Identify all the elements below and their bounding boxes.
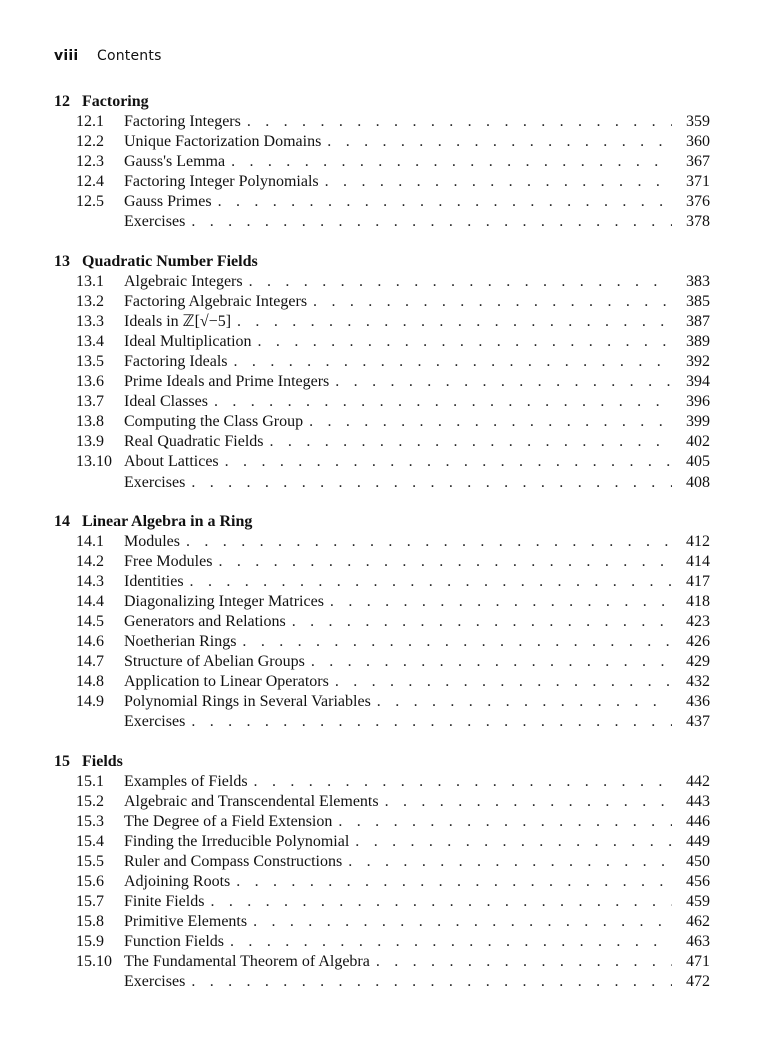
section-number: 15.5 — [76, 852, 104, 870]
toc-entry[interactable] — [54, 932, 710, 952]
chapter-13 — [54, 252, 710, 493]
section-title: Algebraic and Transcendental Elements — [124, 792, 379, 810]
page-number: 462 — [686, 913, 710, 931]
dot-leader — [218, 192, 672, 212]
section-title: Factoring Integer Polynomials — [124, 173, 319, 191]
section-title: Ideal Multiplication — [124, 332, 252, 350]
toc-entry[interactable] — [54, 612, 710, 632]
page-number: 385 — [686, 292, 710, 310]
chapter-number: 13 — [54, 252, 70, 270]
section-title: Exercises — [124, 473, 186, 491]
toc-entry[interactable] — [54, 452, 710, 472]
dot-leader — [249, 272, 672, 292]
page-number: 394 — [686, 373, 710, 391]
page-number: 471 — [686, 953, 710, 971]
section-title: Polynomial Rings in Several Variables — [124, 693, 371, 711]
page-number: 367 — [686, 153, 710, 171]
page-number: 408 — [686, 473, 710, 491]
dot-leader — [355, 832, 672, 852]
section-title: Unique Factorization Domains — [124, 133, 322, 151]
section-title: Prime Ideals and Prime Integers — [124, 373, 330, 391]
section-number: 12.4 — [76, 173, 104, 191]
header-title: Contents — [96, 48, 162, 64]
dot-leader — [191, 473, 672, 493]
section-title: Adjoining Roots — [124, 873, 231, 890]
page-number: 432 — [686, 673, 710, 691]
toc-entry[interactable] — [54, 192, 710, 212]
section-number: 14.2 — [76, 552, 104, 570]
page-number: 389 — [686, 332, 710, 350]
page-number: 442 — [686, 772, 710, 790]
dot-leader — [335, 372, 672, 392]
page-number: 399 — [686, 413, 710, 431]
chapter-heading — [54, 92, 710, 112]
dot-leader — [230, 932, 672, 952]
section-number: 13.9 — [76, 433, 104, 451]
section-title: The Fundamental Theorem of Algebra — [124, 953, 370, 971]
section-title: The Degree of a Field Extension — [124, 812, 333, 830]
section-title: Ideals in ℤ[√−5] — [124, 312, 232, 330]
section-number: 14.1 — [76, 532, 104, 550]
section-number: 15.9 — [76, 933, 104, 951]
chapter-12 — [54, 92, 710, 233]
toc-entry[interactable] — [54, 532, 710, 552]
toc-entry[interactable] — [54, 592, 710, 612]
toc-entry[interactable] — [54, 312, 710, 332]
dot-leader — [191, 712, 672, 732]
section-number: 13.8 — [76, 413, 104, 431]
dot-leader — [225, 452, 672, 472]
chapter-heading — [54, 252, 710, 272]
dot-leader — [214, 392, 672, 412]
toc-entry[interactable] — [54, 832, 710, 852]
dot-leader — [191, 212, 672, 232]
page-number: 436 — [686, 693, 710, 711]
section-title: Exercises — [124, 713, 186, 731]
section-title: Factoring Integers — [124, 113, 241, 130]
section-number: 13.5 — [76, 352, 104, 370]
chapter-14 — [54, 512, 710, 733]
table-of-contents — [54, 92, 710, 1012]
section-number: 13.7 — [76, 393, 104, 411]
page-number: 378 — [686, 213, 710, 231]
section-title: Diagonalizing Integer Matrices — [124, 592, 324, 610]
section-number: 14.8 — [76, 673, 104, 691]
toc-entry[interactable] — [54, 272, 710, 292]
dot-leader — [338, 812, 672, 832]
toc-entry[interactable] — [54, 392, 710, 412]
page-number: 387 — [686, 312, 710, 330]
section-number: 13.2 — [76, 292, 104, 310]
toc-entry[interactable] — [54, 852, 710, 872]
page-number: 472 — [686, 973, 710, 991]
section-number: 15.7 — [76, 893, 104, 911]
page-number: 459 — [686, 893, 710, 911]
page-number: 417 — [686, 572, 710, 590]
section-title: Examples of Fields — [124, 772, 248, 790]
dot-leader — [186, 532, 672, 552]
section-number: 14.4 — [76, 592, 104, 610]
page-number: 443 — [686, 792, 710, 810]
dot-leader — [313, 292, 672, 312]
section-title: Function Fields — [124, 933, 225, 951]
dot-leader — [377, 692, 672, 712]
chapter-heading — [54, 512, 710, 532]
section-title: About Lattices — [124, 453, 219, 471]
dot-leader — [335, 672, 672, 692]
section-number: 15.6 — [76, 873, 104, 890]
dot-leader — [258, 332, 672, 352]
dot-leader — [348, 852, 672, 872]
section-number: 15.4 — [76, 832, 104, 850]
toc-entry[interactable] — [54, 152, 710, 172]
toc-entry-exercises[interactable] — [54, 212, 710, 232]
toc-entry[interactable] — [54, 172, 710, 192]
toc-entry[interactable] — [54, 692, 710, 712]
section-number: 15.1 — [76, 772, 104, 790]
page-number: 463 — [686, 933, 710, 951]
chapter-number: 12 — [54, 93, 70, 110]
chapter-15 — [54, 752, 710, 993]
dot-leader — [325, 172, 672, 192]
section-number: 14.9 — [76, 693, 104, 711]
page-number: 359 — [686, 113, 710, 130]
section-number: 13.4 — [76, 332, 104, 350]
page-number: 405 — [686, 453, 710, 471]
dot-leader — [191, 972, 672, 992]
page-number: 371 — [686, 173, 710, 191]
dot-leader — [311, 652, 672, 672]
dot-leader — [234, 352, 672, 372]
section-number: 14.6 — [76, 633, 104, 651]
page-number: 383 — [686, 272, 710, 290]
section-title: Identities — [124, 572, 184, 590]
section-title: Ideal Classes — [124, 393, 208, 411]
dot-leader — [236, 872, 672, 892]
toc-entry[interactable] — [54, 952, 710, 972]
toc-entry[interactable] — [54, 352, 710, 372]
dot-leader — [242, 632, 672, 652]
toc-entry[interactable] — [54, 652, 710, 672]
section-title: Finding the Irreducible Polynomial — [124, 832, 350, 850]
section-number: 13.10 — [76, 453, 112, 471]
page-number: 429 — [686, 653, 710, 671]
section-title: Generators and Relations — [124, 612, 286, 630]
toc-entry[interactable] — [54, 892, 710, 912]
toc-entry[interactable] — [54, 412, 710, 432]
chapter-heading — [54, 752, 710, 772]
dot-leader — [231, 152, 672, 172]
chapter-number: 14 — [54, 512, 70, 530]
dot-leader — [309, 412, 672, 432]
toc-entry[interactable] — [54, 432, 710, 452]
page-number: 360 — [686, 133, 710, 151]
section-title: Real Quadratic Fields — [124, 433, 264, 451]
running-header — [54, 48, 162, 64]
chapter-title: Linear Algebra in a Ring — [82, 512, 253, 530]
dot-leader — [270, 432, 672, 452]
toc-entry[interactable] — [54, 552, 710, 572]
toc-entry[interactable] — [54, 812, 710, 832]
page-number: 396 — [686, 393, 710, 411]
toc-entry[interactable] — [54, 132, 710, 152]
toc-entry[interactable] — [54, 332, 710, 352]
section-title: Gauss's Lemma — [124, 153, 226, 171]
chapter-title: Quadratic Number Fields — [82, 252, 258, 270]
section-number: 15.2 — [76, 792, 104, 810]
section-title: Factoring Algebraic Integers — [124, 292, 308, 310]
section-title: Ruler and Compass Constructions — [124, 852, 343, 870]
section-title: Free Modules — [124, 552, 213, 570]
dot-leader — [218, 552, 672, 572]
page-number: 456 — [686, 873, 710, 890]
page-number: 418 — [686, 592, 710, 610]
chapter-number: 15 — [54, 752, 70, 770]
section-title: Factoring Ideals — [124, 352, 228, 370]
page-number: 437 — [686, 713, 710, 731]
toc-entry[interactable] — [54, 572, 710, 592]
dot-leader — [385, 792, 672, 812]
page-number: 414 — [686, 552, 710, 570]
section-title: Primitive Elements — [124, 913, 248, 931]
dot-leader — [254, 772, 672, 792]
section-title: Finite Fields — [124, 893, 205, 911]
dot-leader — [237, 312, 672, 332]
section-title: Gauss Primes — [124, 193, 212, 211]
chapter-title: Fields — [82, 752, 123, 770]
section-title: Computing the Class Group — [124, 413, 304, 431]
section-number: 12.1 — [76, 113, 104, 130]
section-number: 13.3 — [76, 312, 104, 330]
page-number: 392 — [686, 352, 710, 370]
toc-entry-exercises[interactable] — [54, 712, 710, 732]
chapter-title: Factoring — [82, 93, 149, 110]
page-number: 423 — [686, 612, 710, 630]
section-number: 14.5 — [76, 612, 104, 630]
page-number: 402 — [686, 433, 710, 451]
dot-leader — [190, 572, 672, 592]
section-number: 12.2 — [76, 133, 104, 151]
section-title: Algebraic Integers — [124, 272, 243, 290]
section-number: 14.3 — [76, 572, 104, 590]
toc-entry[interactable] — [54, 372, 710, 392]
dot-leader — [376, 952, 672, 972]
dot-leader — [210, 892, 672, 912]
page-number: 376 — [686, 193, 710, 211]
section-number: 15.8 — [76, 913, 104, 931]
dot-leader — [247, 112, 672, 132]
section-number: 13.1 — [76, 272, 104, 290]
section-number: 15.10 — [76, 953, 112, 971]
toc-entry[interactable] — [54, 912, 710, 932]
section-number: 15.3 — [76, 812, 104, 830]
toc-entry[interactable] — [54, 292, 710, 312]
section-title: Modules — [124, 532, 180, 550]
section-title: Application to Linear Operators — [124, 673, 329, 691]
page-number: 426 — [686, 633, 710, 651]
toc-entry[interactable] — [54, 772, 710, 792]
section-title: Exercises — [124, 973, 186, 991]
section-title: Noetherian Rings — [124, 633, 237, 651]
toc-entry-exercises[interactable] — [54, 972, 710, 992]
page-number: 450 — [686, 852, 710, 870]
section-title: Structure of Abelian Groups — [124, 653, 305, 671]
toc-entry[interactable] — [54, 112, 710, 132]
section-number: 12.5 — [76, 193, 104, 211]
toc-entry-exercises[interactable] — [54, 473, 710, 493]
page-number: 446 — [686, 812, 710, 830]
toc-entry[interactable] — [54, 872, 710, 892]
page-number: 449 — [686, 832, 710, 850]
toc-entry[interactable] — [54, 792, 710, 812]
toc-entry[interactable] — [54, 672, 710, 692]
header-page-number: viii — [54, 48, 79, 64]
section-title: Exercises — [124, 213, 186, 231]
dot-leader — [292, 612, 672, 632]
section-number: 13.6 — [76, 373, 104, 391]
dot-leader — [330, 592, 672, 612]
page-number: 412 — [686, 532, 710, 550]
section-number: 12.3 — [76, 153, 104, 171]
dot-leader — [253, 912, 672, 932]
section-number: 14.7 — [76, 653, 104, 671]
toc-entry[interactable] — [54, 632, 710, 652]
dot-leader — [327, 132, 672, 152]
